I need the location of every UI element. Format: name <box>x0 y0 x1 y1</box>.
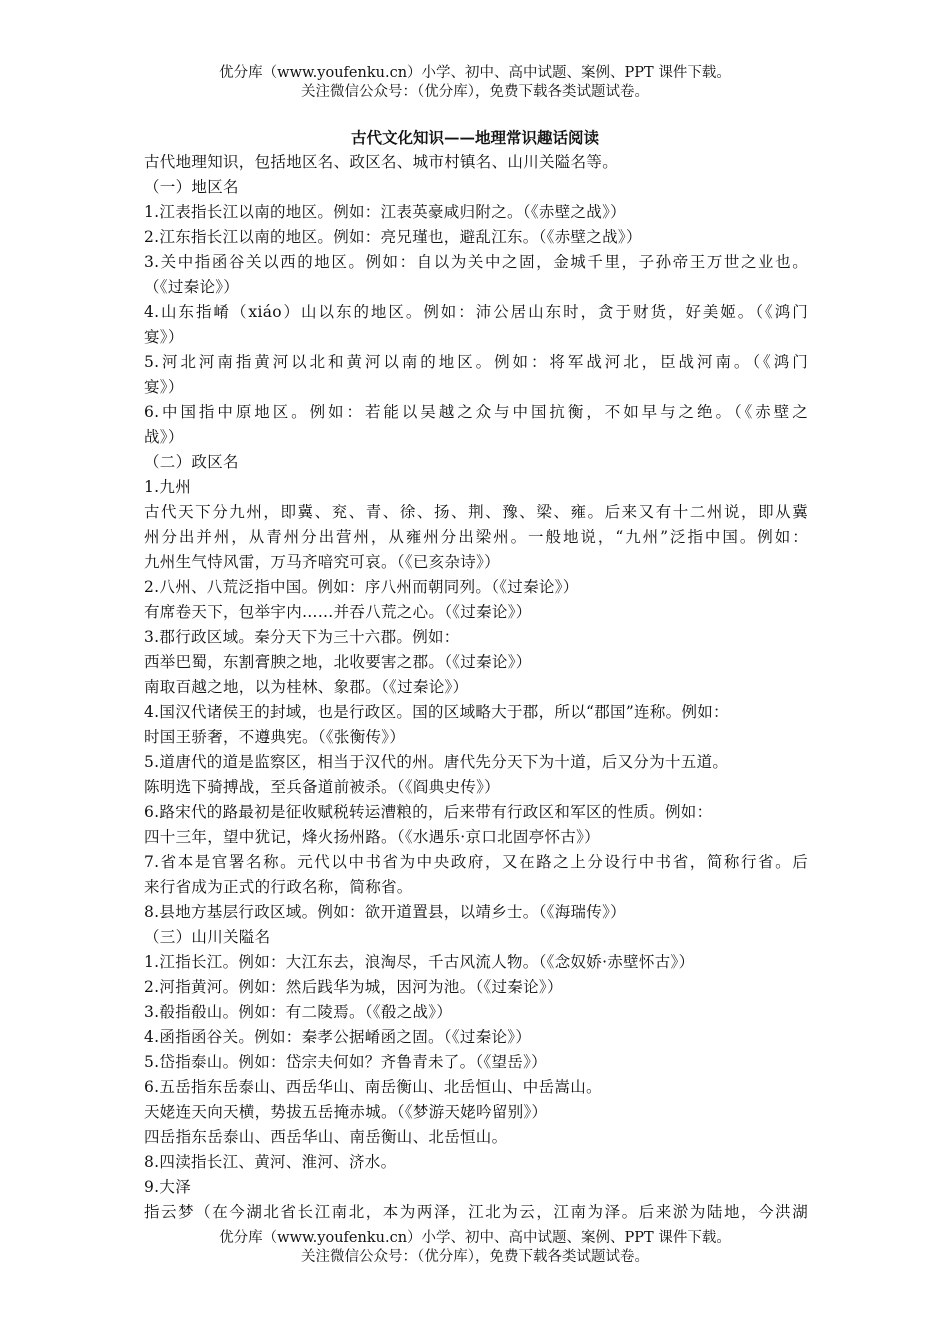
text-line: 州分出并州，从青州分出营州，从雍州分出梁州。一般地说，“九州”泛指中国。例如： <box>144 528 808 546</box>
document-title: 古代文化知识——地理常识趣话阅读 <box>350 128 599 147</box>
text-line: 5.道唐代的道是监察区，相当于汉代的州。唐代先分天下为十道，后又分为十五道。 <box>144 753 729 771</box>
text-line: 7.省本是官署名称。元代以中书省为中央政府，又在路之上分设行中书省，简称行省。后 <box>144 853 808 871</box>
page-footer <box>0 1229 950 1267</box>
text-line: 南取百越之地，以为桂林、象郡。（《过秦论》） <box>144 678 469 696</box>
text-line: 8.县地方基层行政区域。例如：欲开道置县，以靖乡士。（《海瑞传》） <box>144 903 626 921</box>
footer-line-2: 关注微信公众号：（优分库），免费下载各类试题试卷。 <box>301 1249 649 1265</box>
text-line: 时国王骄奢，不遵典宪。（《张衡传》） <box>144 728 406 746</box>
text-line: 宴》） <box>144 328 184 346</box>
page-header <box>0 64 950 102</box>
text-line: 宴》） <box>144 378 184 396</box>
text-line: 3.郡行政区域。秦分天下为三十六郡。例如： <box>144 628 460 646</box>
text-line: （《过秦论》） <box>144 278 240 296</box>
text-line: 古代天下分九州，即冀、兖、青、徐、扬、荆、豫、梁、雍。后来又有十二州说，即从冀 <box>144 503 808 521</box>
text-line: 战》） <box>144 428 184 446</box>
text-line: 6.五岳指东岳泰山、西岳华山、南岳衡山、北岳恒山、中岳嵩山。 <box>144 1078 602 1096</box>
text-line: 指云梦（在今湖北省长江南北，本为两泽，江北为云，江南为泽。后来淤为陆地，今洪湖 <box>144 1203 808 1221</box>
text-line: 2.河指黄河。例如：然后践华为城，因河为池。（《过秦论》） <box>144 978 563 996</box>
text-line: 6.中国指中原地区。例如：若能以吴越之众与中国抗衡，不如早与之绝。（《赤壁之 <box>144 403 808 421</box>
text-line: 古代地理知识，包括地区名、政区名、城市村镇名、山川关隘名等。 <box>144 153 619 171</box>
text-line: 有席卷天下，包举宇内……并吞八荒之心。（《过秦论》） <box>144 603 532 621</box>
text-line: 3.关中指函谷关以西的地区。例如：自以为关中之固，金城千里，子孙帝王万世之业也。 <box>144 253 808 271</box>
text-line: 四十三年，望中犹记，烽火扬州路。（《水遇乐·京口北固亭怀古》） <box>144 828 600 846</box>
footer-line-1: 优分库（www.youfenku.cn）小学、初中、高中试题、案例、PPT 课件下载。 <box>219 1230 731 1246</box>
text-line: 西举巴蜀，东割膏腴之地，北收要害之郡。（《过秦论》） <box>144 653 532 671</box>
text-line: 陈明选下骑搏战，至兵备道前被杀。（《阎典史传》） <box>144 778 500 796</box>
text-line: （二）政区名 <box>144 453 239 471</box>
text-line: 4.山东指崤（xiáo）山以东的地区。例如：沛公居山东时，贪于财货，好美姬。（《鸿门 <box>144 303 808 321</box>
text-line: 5.岱指泰山。例如：岱宗夫何如？齐鲁青未了。（《望岳》） <box>144 1053 547 1071</box>
text-line: 6.路宋代的路最初是征收赋税转运漕粮的，后来带有行政区和军区的性质。例如： <box>144 803 713 821</box>
text-line: 九州生气恃风雷，万马齐喑究可哀。（《已亥杂诗》） <box>144 553 500 571</box>
document-body <box>144 150 808 1225</box>
header-line-1: 优分库（www.youfenku.cn）小学、初中、高中试题、案例、PPT 课件下载。 <box>219 65 731 81</box>
text-line: 4.函指函谷关。例如：秦孝公据崤函之固。（《过秦论》） <box>144 1028 532 1046</box>
text-line: 3.殽指殽山。例如：有二陵焉。（《殽之战》） <box>144 1003 453 1021</box>
text-line: 8.四渎指长江、黄河、淮河、济水。 <box>144 1153 397 1171</box>
text-line: 天姥连天向天横，势拔五岳掩赤城。（《梦游天姥吟留别》） <box>144 1103 548 1121</box>
text-line: 四岳指东岳泰山、西岳华山、南岳衡山、北岳恒山。 <box>144 1128 508 1146</box>
text-line: 9.大泽 <box>144 1178 191 1196</box>
text-line: 2.江东指长江以南的地区。例如：亮兄瑾也，避乱江东。（《赤壁之战》） <box>144 228 642 246</box>
text-line: 1.江表指长江以南的地区。例如：江表英豪咸归附之。（《赤壁之战》） <box>144 203 626 221</box>
text-line: 5.河北河南指黄河以北和黄河以南的地区。例如：将军战河北，臣战河南。（《鸿门 <box>144 353 808 371</box>
text-line: 4.国汉代诸侯王的封域，也是行政区。国的区域略大于郡，所以“郡国”连称。例如： <box>144 703 729 721</box>
header-line-2: 关注微信公众号：（优分库），免费下载各类试题试卷。 <box>301 84 649 100</box>
text-line: 来行省成为正式的行政名称，简称省。 <box>144 878 413 896</box>
text-line: （一）地区名 <box>144 178 239 196</box>
text-line: 1.江指长江。例如：大江东去，浪淘尽，千古风流人物。（《念奴娇·赤壁怀古》） <box>144 953 695 971</box>
text-line: （三）山川关隘名 <box>144 928 271 946</box>
text-line: 2.八州、八荒泛指中国。例如：序八州而朝同列。（《过秦论》） <box>144 578 579 596</box>
text-line: 1.九州 <box>144 478 191 496</box>
